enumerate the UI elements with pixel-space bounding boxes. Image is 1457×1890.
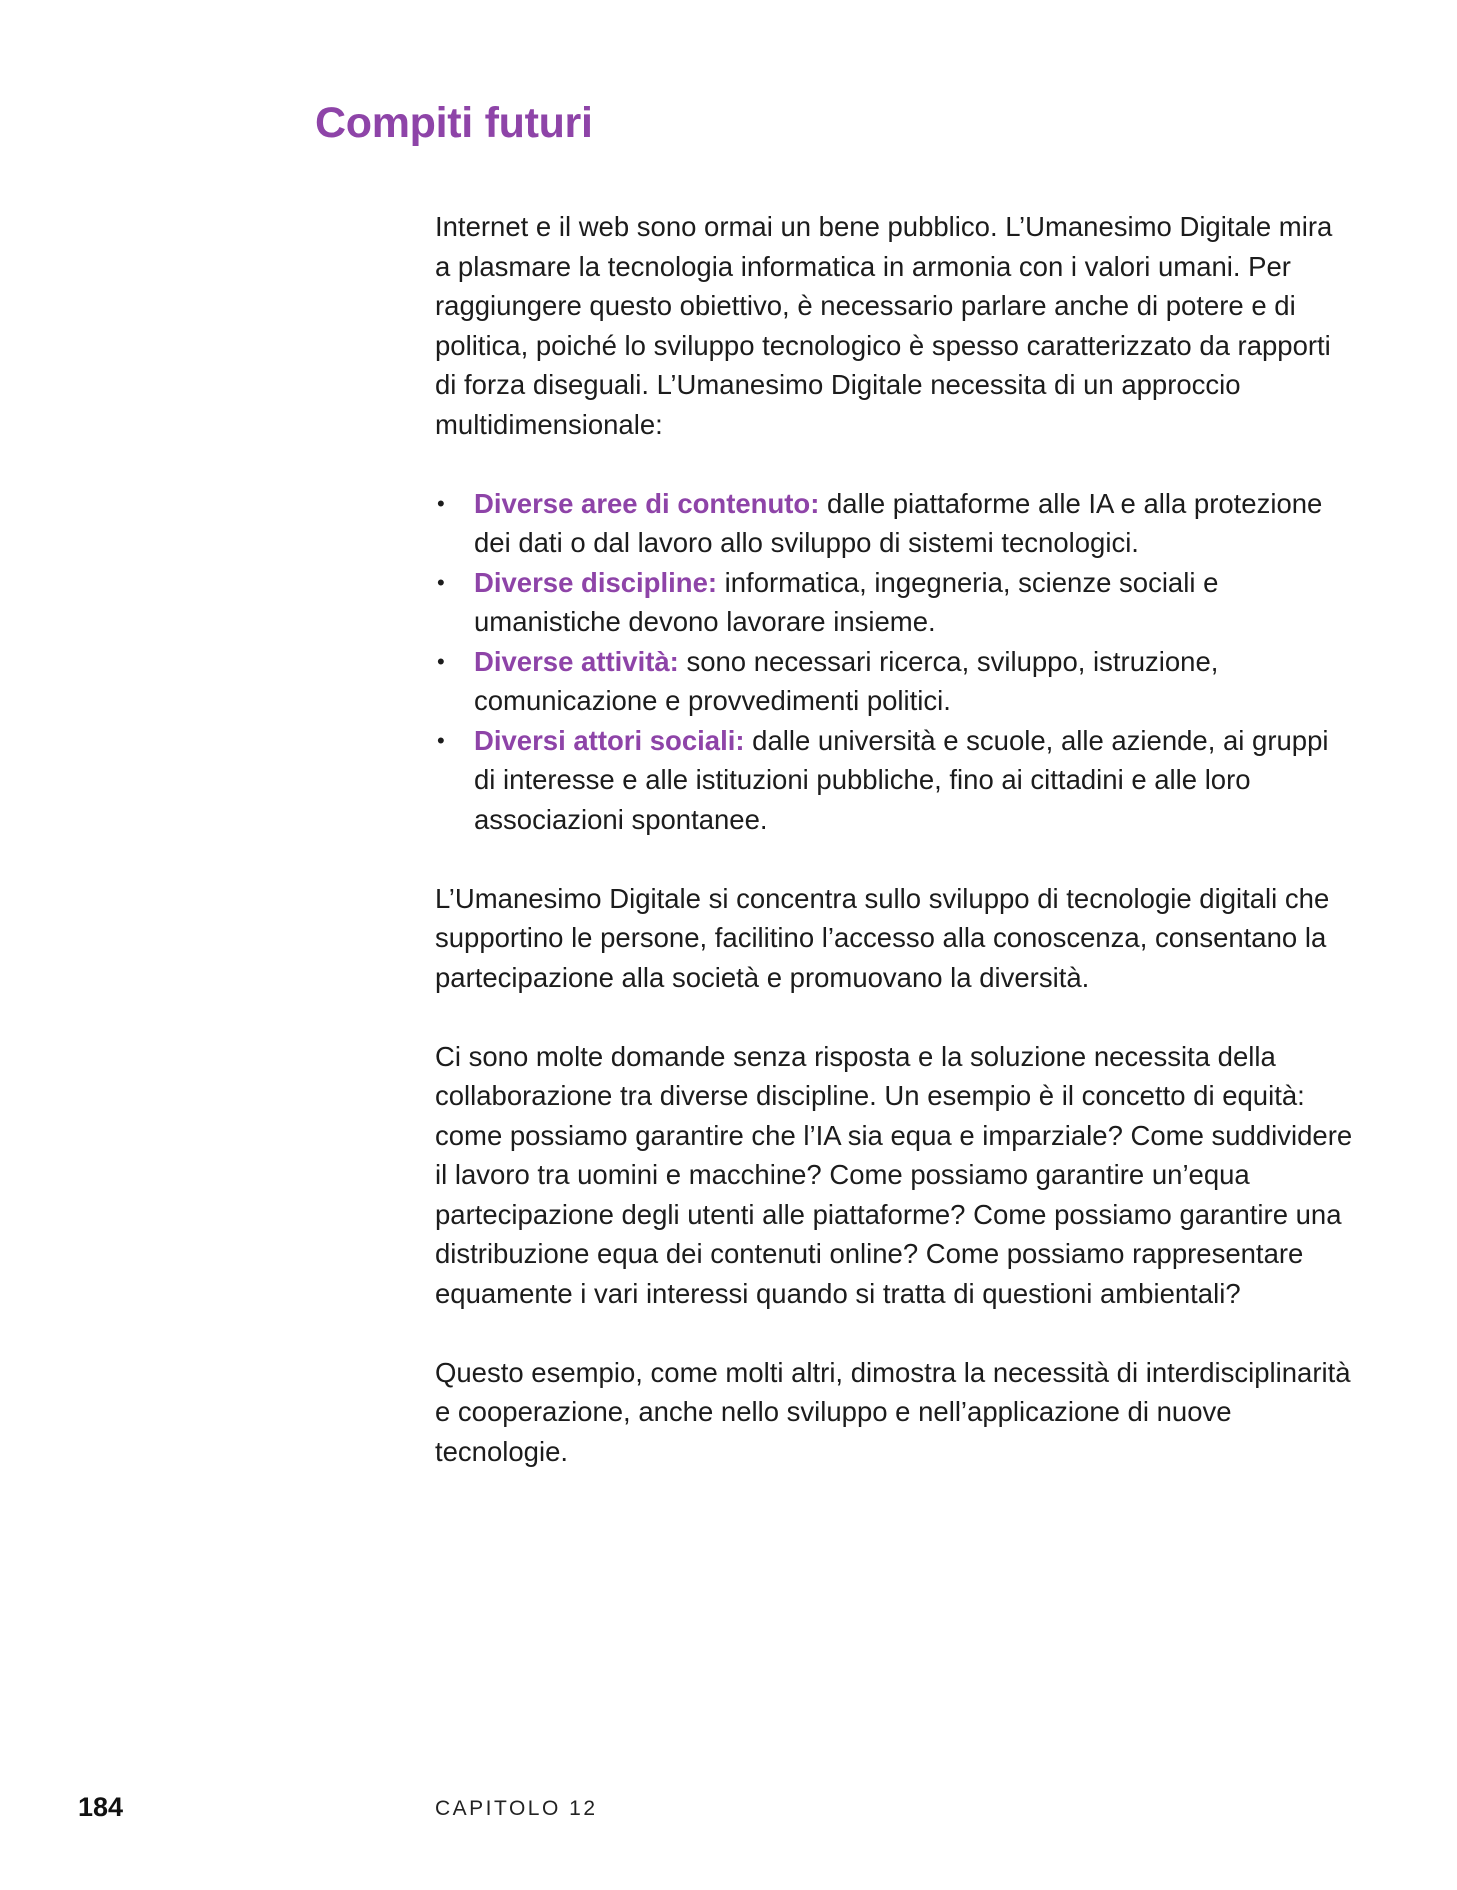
list-item-text: sono necessari ricerca, sviluppo, istruzione, comunicazione e provvedimenti politici. xyxy=(474,645,1219,716)
list-item-term: Diverse discipline: xyxy=(474,566,718,598)
bullet-icon: • xyxy=(437,490,445,516)
bullet-list xyxy=(435,484,1355,840)
paragraph-open-questions: Ci sono molte domande senza risposta e la soluzione necessita della collaborazione tra diverse discipline. Un esempio è il concetto di equità: come possiamo garantire che l’IA sia equa e imparziale? Come suddividere il lavoro tra uomini e macchine? Come possiamo garantire un’equa partecipazione degli utenti alle piattaforme? Come possiamo garantire una distribuzione equa dei contenuti online? Come possiamo rappresentare equamente i vari interessi quando si tratta di questioni ambientali? xyxy=(435,1040,1353,1309)
spacer xyxy=(435,1313,1355,1353)
list-item xyxy=(435,642,1355,721)
spacer xyxy=(435,997,1355,1037)
spacer xyxy=(435,444,1355,484)
paragraph-digital-humanism: L’Umanesimo Digitale si concentra sullo sviluppo di tecnologie digitali che supportino le persone, facilitino l’accesso alla conoscenza, consentano la partecipazione alla società e promuovano la diversità. xyxy=(435,882,1330,993)
main-content xyxy=(435,207,1355,1471)
list-item-text: dalle piattaforme alle IA e alla protezione dei dati o dal lavoro allo sviluppo di sistemi tecnologici. xyxy=(474,487,1323,558)
intro-paragraph: Internet e il web sono ormai un bene pubblico. L’Umanesimo Digitale mira a plasmare la tecnologia informatica in armonia con i valori umani. Per raggiungere questo obiettivo, è necessario parlare anche di potere e di politica, poiché lo sviluppo tecnologico è spesso caratterizzato da rapporti di forza diseguali. L’Umanesimo Digitale necessita di un approccio multidimensionale: xyxy=(435,211,1333,440)
list-item-text: informatica, ingegneria, scienze sociali e umanistiche devono lavorare insieme. xyxy=(474,566,1219,637)
list-item-term: Diverse aree di contenuto: xyxy=(474,487,820,519)
list-item-term: Diverse attività: xyxy=(474,645,679,677)
bullet-icon: • xyxy=(437,569,445,595)
chapter-label: CAPITOLO 12 xyxy=(435,1797,598,1820)
paragraph-conclusion: Questo esempio, come molti altri, dimostra la necessità di interdisciplinarità e cooperazione, anche nello sviluppo e nell’applicazione di nuove tecnologie. xyxy=(435,1356,1351,1467)
bullet-icon: • xyxy=(437,727,445,753)
list-item xyxy=(435,721,1355,840)
list-item-text: dalle università e scuole, alle aziende, ai gruppi di interesse e alle istituzioni pubbliche, fino ai cittadini e alle loro associazioni spontanee. xyxy=(474,724,1329,835)
page-title: Compiti futuri xyxy=(315,99,593,147)
page-number: 184 xyxy=(78,1792,124,1822)
list-item-term: Diversi attori sociali: xyxy=(474,724,745,756)
list-item xyxy=(435,563,1355,642)
bullet-icon: • xyxy=(437,648,445,674)
list-item xyxy=(435,484,1355,563)
spacer xyxy=(435,839,1355,879)
